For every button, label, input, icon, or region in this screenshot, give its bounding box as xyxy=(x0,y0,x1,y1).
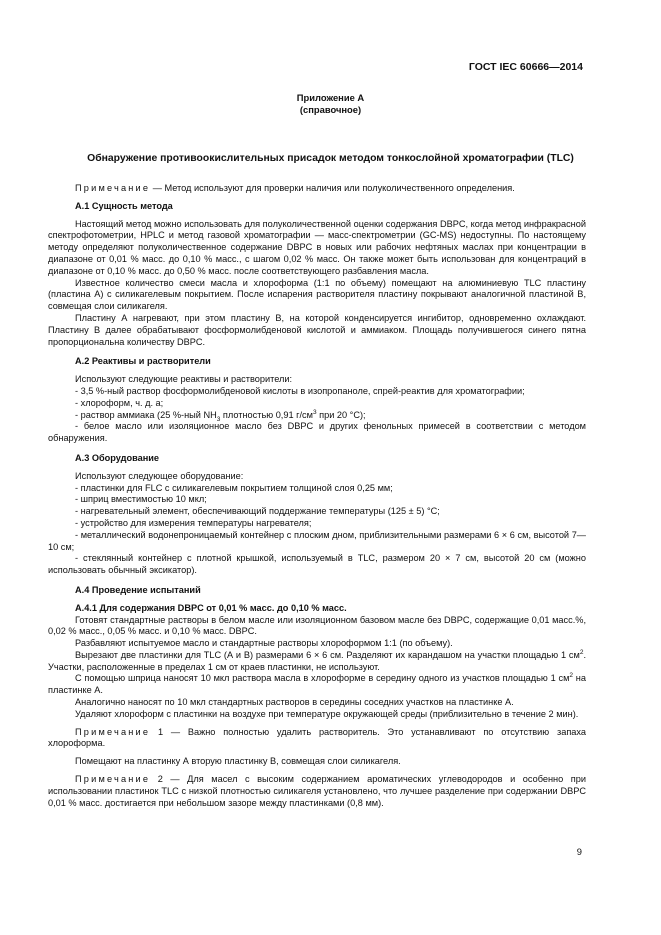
paragraph: Известное количество смеси масла и хлороформа (1:1 по объему) помещают на алюминиевую TLC пластину (пластина А) с силикагелевым покрытием. После испарения растворителя пластину покрывают аналогичной пластиной В, совмещая слои силикагеля. xyxy=(48,277,586,312)
subsection-heading: А.4.1 Для содержания DBPC от 0,01 % масс. до 0,10 % масс. xyxy=(75,602,347,613)
text: - раствор аммиака (25 %-ный NH xyxy=(75,409,217,420)
section-heading: А.2 Реактивы и растворители xyxy=(75,356,211,367)
note-label: Примечание xyxy=(75,774,151,785)
text: . Участки, расположенные в пределах 1 см от краев пластинки, не используют. xyxy=(48,649,586,672)
section-heading: А.3 Оборудование xyxy=(75,452,160,463)
text: Вырезают две пластинки для TLC (А и В) размерами 6 × 6 см. Разделяют их карандашом на участки площадью 1 см xyxy=(75,649,580,660)
text: на пластинке А. xyxy=(48,673,586,696)
subscript: 3 xyxy=(216,415,221,423)
note-text: 2 — Для масел с высоким содержанием ароматических углеводородов и особенно при использовании пластинок TLC с низкой плотностью силикагеля установлено, что лучшее разделение при содержании DBPC 0,01 % масс. достигается при небольшом зазоре между пластинками (0,8 мм). xyxy=(48,774,586,808)
annex-title: Приложение А xyxy=(296,92,365,103)
page-number: 9 xyxy=(576,846,582,857)
paragraph: Помещают на пластинку А вторую пластинку В, совмещая слои силикагеля. xyxy=(75,756,401,767)
paragraph: Аналогично наносят по 10 мкл стандартных растворов в середины соседних участков на пластинке А. xyxy=(75,697,514,708)
document-body xyxy=(48,183,586,809)
note-label: Примечание xyxy=(75,183,151,193)
list-item: - белое масло или изоляционное масло без DBPC и других фенольных примесей в соответствии с методом обнаружения. xyxy=(48,421,586,444)
paragraph: Удаляют хлороформ с пластинки на воздухе при температуре окружающей среды (приблизительно в течение 2 мин). xyxy=(75,708,579,719)
note-0 xyxy=(48,183,586,195)
paragraph: Используют следующее оборудование: xyxy=(75,470,244,481)
paragraph: Разбавляют испытуемое масло и стандартные растворы хлороформом 1:1 (по объему). xyxy=(75,638,453,649)
note-text: 1 — Важно полностью удалить растворитель. Это устанавливают по отсутствию запаха хлороформа. xyxy=(48,726,586,749)
text: С помощью шприца наносят 10 мкл раствора масла в хлороформе в середину одного из участков площадью 1 см xyxy=(75,673,570,684)
section-heading: А.1 Сущность метода xyxy=(75,200,173,211)
document-title: Обнаружение противоокислительных присадок методом тонкослойной хроматографии (TLC) xyxy=(87,153,574,164)
annex-heading xyxy=(0,92,661,116)
list-item: - хлороформ, ч. д. а; xyxy=(75,397,164,408)
note-2 xyxy=(48,774,586,809)
standard-header: ГОСТ IEC 60666—2014 xyxy=(468,61,583,73)
note-1 xyxy=(48,727,586,751)
text: при 20 °С); xyxy=(316,409,366,420)
paragraph xyxy=(48,673,586,697)
superscript: 2 xyxy=(569,672,574,680)
list-item: - шприц вместимостью 10 мкл; xyxy=(75,494,207,505)
list-item: - нагревательный элемент, обеспечивающий поддержание температуры (125 ± 5) °С; xyxy=(75,506,440,517)
note-label: Примечание xyxy=(75,726,151,737)
paragraph: Настоящий метод можно использовать для полуколичественной оценки содержания DBPC, когда метод инфракрасной спектрофотометрии, HPLC и метод газовой хроматографии — масс-спектрометрии (GC-MS) недоступны. По настоящему методу определяют полуколичественное содержание DBPC в новых или рабочих нефтяных маслах при концентрации в диапазоне от 0,01 % масс. до 0,10 % масс., с шагом 0,02 % масс. Он также может быть использован для концентраций в диапазоне от 0,10 % масс. до 0,50 % масс. после соответствующего разбавления масла. xyxy=(48,218,586,276)
list-item: - пластинки для FLC с силикагелевым покрытием толщиной слоя 0,25 мм; xyxy=(75,482,393,493)
paragraph: Используют следующие реактивы и растворители: xyxy=(75,374,293,385)
superscript: 2 xyxy=(579,648,584,656)
list-item: - стеклянный контейнер с плотной крышкой, используемый в TLC, размером 20 × 7 см, высотой 20 см (можно использовать обычный эксикатор). xyxy=(48,553,586,576)
paragraph xyxy=(48,650,586,674)
list-item: - 3,5 %-ный раствор фосформолибденовой кислоты в изопропаноле, спрей-реактив для хроматографии; xyxy=(75,385,525,396)
text: плотностью 0,91 г/см xyxy=(220,409,313,420)
list-item: - металлический водонепроницаемый контейнер с плоским дном, приблизительными размерами 6 × 6 см, высотой 7—10 см; xyxy=(48,529,586,552)
list-item xyxy=(48,410,586,422)
paragraph: Готовят стандартные растворы в белом масле или изоляционном базовом масле без DBPC, содержащие 0,01 масс.%, 0,02 % масс., 0,05 % масс. и 0,10 % масс. DBPC. xyxy=(48,614,586,637)
note-text: — Метод используют для проверки наличия или полуколичественного определения. xyxy=(150,183,515,193)
paragraph: Пластину А нагревают, при этом пластину В, на которой конденсируется ингибитор, одновременно охлаждают. Пластину В далее обрабатывают фосформолибденовой кислотой и аммиаком. Площадь получившегося синего пятна пропорциональна количеству DBPC. xyxy=(48,312,586,347)
annex-subtitle: (справочное) xyxy=(299,104,362,115)
superscript: 3 xyxy=(312,408,317,416)
list-item: - устройство для измерения температуры нагревателя; xyxy=(75,517,312,528)
section-heading: А.4 Проведение испытаний xyxy=(75,584,201,595)
